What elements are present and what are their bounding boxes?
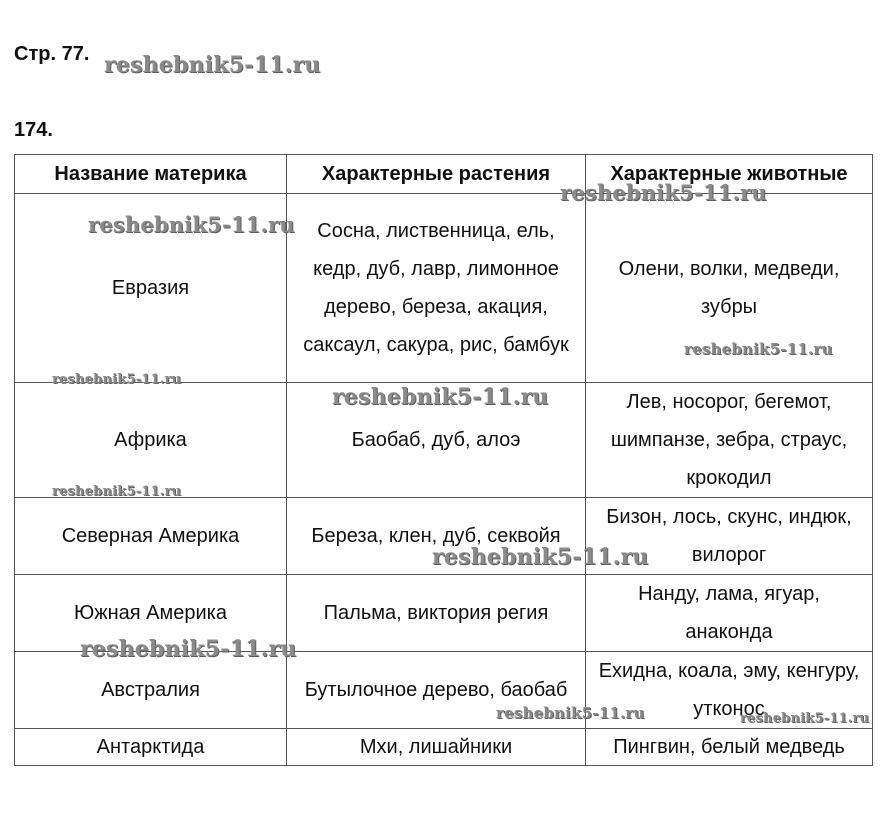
table-row [15, 652, 873, 729]
plants-cell: Сосна, лиственница, ель, кедр, дуб, лавр, лимонное дерево, береза, акация, саксаул, сакура, рис, бамбук [287, 194, 586, 383]
table-row [15, 194, 873, 383]
continent-cell: Евразия [15, 194, 287, 383]
plants-cell: Береза, клен, дуб, секвойя [287, 498, 586, 575]
plants-cell: Баобаб, дуб, алоэ [287, 383, 586, 498]
animals-cell: Пингвин, белый медведь [586, 729, 873, 766]
animals-cell: Лев, носорог, бегемот, шимпанзе, зебра, страус, крокодил [586, 383, 873, 498]
page-reference: Стр. 77. [14, 43, 90, 65]
watermark: reshebnik5-11.ru [684, 340, 833, 358]
continent-cell: Антарктида [15, 729, 287, 766]
column-header-animals: Характерные животные [586, 155, 873, 194]
table-row [15, 575, 873, 652]
continents-table [14, 154, 873, 766]
column-header-continent: Название материка [15, 155, 287, 194]
watermark: reshebnik5-11.ru [740, 711, 870, 726]
watermark: reshebnik5-11.ru [332, 384, 549, 410]
watermark: reshebnik5-11.ru [496, 704, 645, 722]
animals-cell: Бизон, лось, скунс, индюк, вилорог [586, 498, 873, 575]
watermark: reshebnik5-11.ru [52, 484, 182, 499]
continent-cell: Африка [15, 383, 287, 498]
continent-cell: Южная Америка [15, 575, 287, 652]
table-row [15, 383, 873, 498]
continent-cell: Северная Америка [15, 498, 287, 575]
watermark: reshebnik5-11.ru [88, 212, 295, 237]
plants-cell: Мхи, лишайники [287, 729, 586, 766]
plants-cell: Пальма, виктория регия [287, 575, 586, 652]
animals-cell: Нанду, лама, ягуар, анаконда [586, 575, 873, 652]
task-number: 174. [14, 119, 53, 141]
animals-cell: Ехидна, коала, эму, кенгуру, утконос [586, 652, 873, 729]
animals-cell: Олени, волки, медведи, зубры [586, 194, 873, 383]
watermark: reshebnik5-11.ru [80, 636, 297, 662]
continent-cell: Австралия [15, 652, 287, 729]
table-row [15, 729, 873, 766]
watermark: reshebnik5-11.ru [432, 544, 649, 570]
table-header-row [15, 155, 873, 194]
plants-cell: Бутылочное дерево, баобаб [287, 652, 586, 729]
watermark: reshebnik5-11.ru [52, 372, 182, 387]
watermark: reshebnik5-11.ru [560, 180, 767, 205]
watermark: reshebnik5-11.ru [104, 52, 321, 78]
table-row [15, 498, 873, 575]
column-header-plants: Характерные растения [287, 155, 586, 194]
